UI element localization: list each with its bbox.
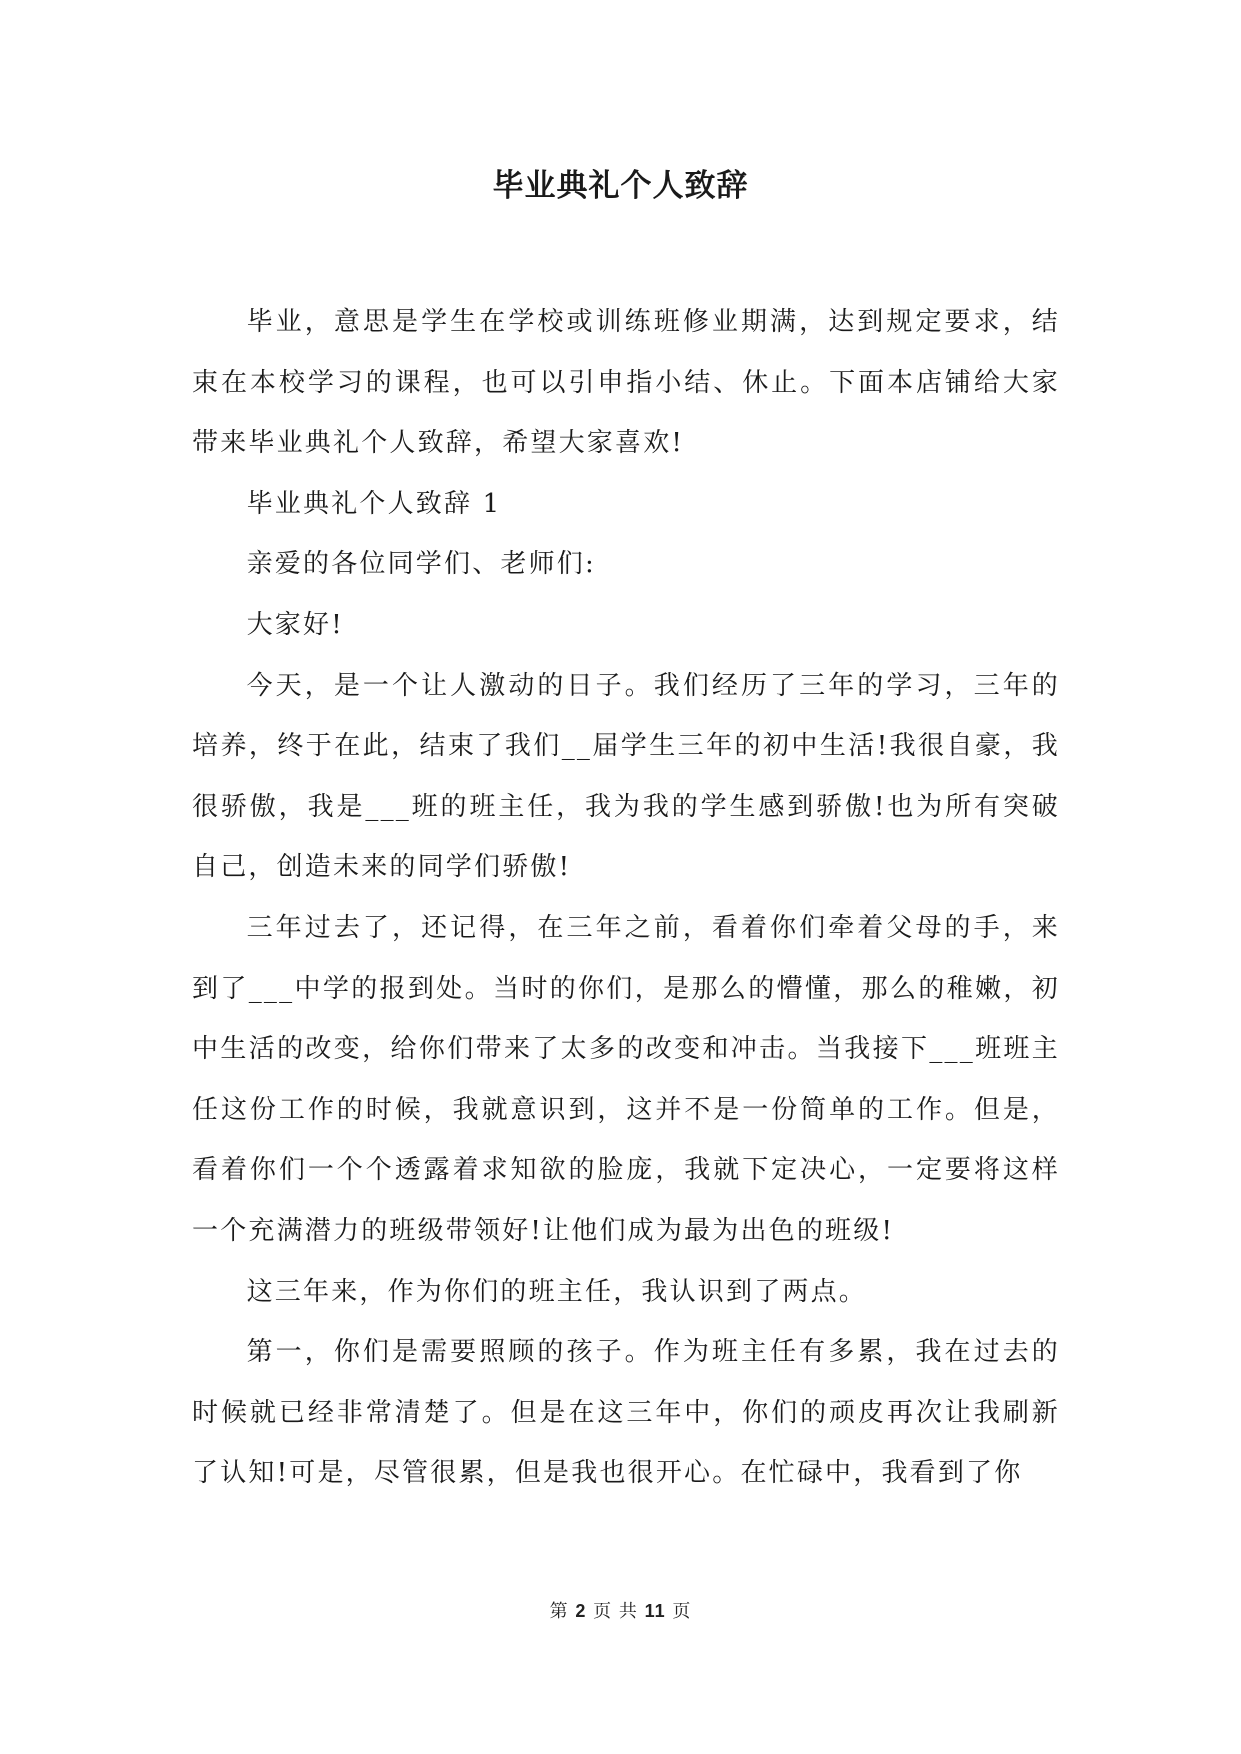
document-body [192, 292, 1060, 1504]
section-heading: 毕业典礼个人致辞 1 [246, 488, 502, 519]
body-paragraph: 这三年来，作为你们的班主任，我认识到了两点。 [246, 1276, 867, 1307]
current-page-number: 2 [575, 1601, 587, 1621]
body-paragraph: 第一，你们是需要照顾的孩子。作为班主任有多累，我在过去的时候就已经非常清楚了。但是在这三年中，你们的顽皮再次让我刷新了认知!可是，尽管很累，但是我也很开心。在忙碌中，我看到了你 [192, 1337, 1060, 1489]
document-title: 毕业典礼个人致辞 [492, 168, 749, 204]
salutation: 亲爱的各位同学们、老师们: [246, 549, 596, 580]
greeting: 大家好! [246, 609, 344, 640]
footer-suffix: 页 [672, 1601, 692, 1622]
intro-paragraph: 毕业，意思是学生在学校或训练班修业期满，达到规定要求，结束在本校学习的课程，也可以引申指小结、休止。下面本店铺给大家带来毕业典礼个人致辞，希望大家喜欢! [192, 307, 1060, 459]
body-paragraph: 今天，是一个让人激动的日子。我们经历了三年的学习，三年的培养，终于在此，结束了我们__届学生三年的初中生活!我很自豪，我很骄傲，我是___班的班主任，我为我的学生感到骄傲!也为所有突破自己，创造未来的同学们骄傲! [192, 670, 1060, 883]
body-paragraph: 三年过去了，还记得，在三年之前，看着你们牵着父母的手，来到了___中学的报到处。当时的你们，是那么的懵懂，那么的稚嫩，初中生活的改变，给你们带来了太多的改变和冲击。当我接下___班班主任这份工作的时候，我就意识到，这并不是一份简单的工作。但是，看着你们一个个透露着求知欲的脸庞，我就下定决心，一定要将这样一个充满潜力的班级带领好!让他们成为最为出色的班级! [192, 912, 1060, 1246]
footer-prefix: 第 [549, 1601, 569, 1622]
total-page-count: 11 [644, 1601, 666, 1621]
footer-middle: 页 共 [593, 1601, 638, 1622]
page-footer [0, 1597, 1241, 1623]
